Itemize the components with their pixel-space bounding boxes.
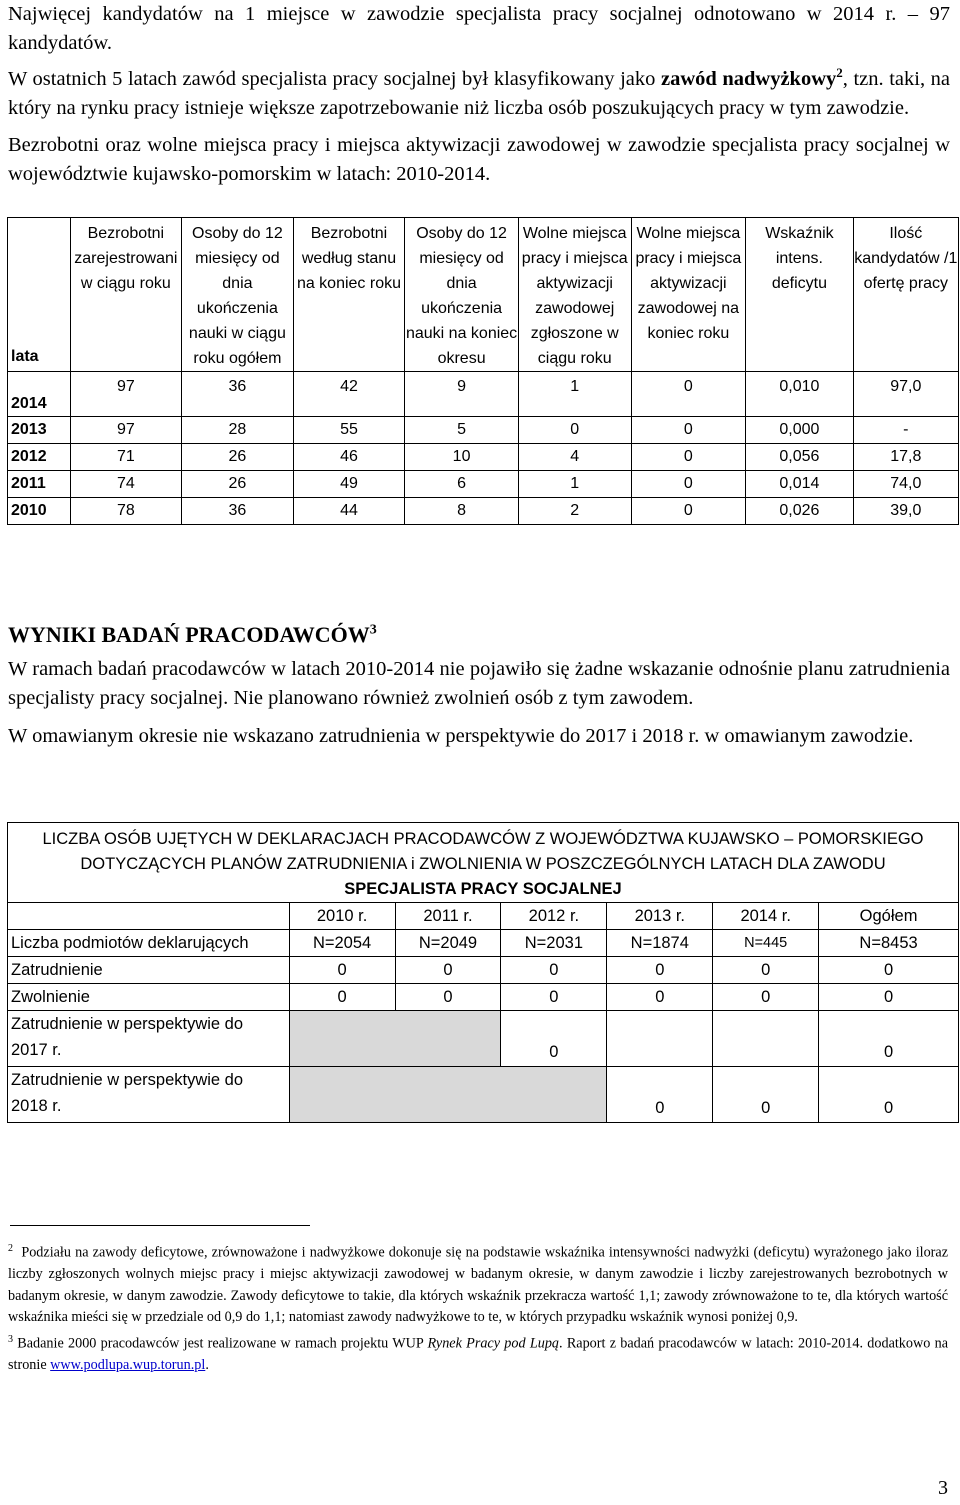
table-cell: 0 <box>518 417 631 444</box>
table-cell: 0 <box>713 1067 819 1123</box>
col-header-wolne-miejsca-koniec: Wolne miejsca pracy i miejsca aktywizacji zawodowej na koniec roku <box>631 218 746 372</box>
year-cell: 2013 <box>8 417 71 444</box>
table-cell: 0 <box>819 1067 959 1123</box>
table-cell: 97 <box>70 417 182 444</box>
footnote-ref-3: 3 <box>369 622 377 638</box>
table-row <box>8 1067 959 1123</box>
year-header: 2012 r. <box>501 903 607 930</box>
table-cell: 8 <box>405 498 519 525</box>
table-cell: 0 <box>819 957 959 984</box>
table-cell: 36 <box>182 498 294 525</box>
table-row <box>8 444 959 471</box>
table-cell: 0 <box>395 957 501 984</box>
table-cell: 97,0 <box>853 372 958 417</box>
employer-declarations-table <box>7 822 959 1123</box>
table-cell: 1 <box>518 471 631 498</box>
footnote-ref-2: 2 <box>836 65 843 80</box>
table-cell: 36 <box>182 372 294 417</box>
table-cell: 44 <box>293 498 405 525</box>
table-cell: 28 <box>182 417 294 444</box>
year-cell: 2011 <box>8 471 71 498</box>
table-cell: 71 <box>70 444 182 471</box>
table-cell: N=2031 <box>501 930 607 957</box>
table-cell: 0 <box>501 957 607 984</box>
table-cell: 0 <box>631 444 746 471</box>
employer-survey-text <box>8 655 950 751</box>
col-header-ilosc-kandydatow: Ilość kandydatów /1 ofertę pracy <box>853 218 958 372</box>
col-header-osoby-12-mies-koniec: Osoby do 12 miesięcy od dnia ukończenia nauki na koniec okresu <box>405 218 519 372</box>
table-cell: 74 <box>70 471 182 498</box>
table-cell: 5 <box>405 417 519 444</box>
section-title: WYNIKI BADAŃ PRACODAWCÓW$^3$ <box>8 622 377 647</box>
row-label: Zwolnienie <box>8 984 290 1011</box>
table-cell: 17,8 <box>853 444 958 471</box>
year-cell: 2012 <box>8 444 71 471</box>
table-cell: N=1874 <box>607 930 713 957</box>
table-cell: 42 <box>293 372 405 417</box>
col-header-osoby-12-mies-ogolem: Osoby do 12 miesięcy od dnia ukończenia nauki w ciągu roku ogółem <box>182 218 294 372</box>
intro-paragraph-2: W ostatnich 5 latach zawód specjalista pracy socjalnej był klasyfikowany jako zawód nadwyżkowy$^2$, tzn. taki, na który na rynku pracy istnieje większe zapotrzebowanie niż liczba osób poszukujących pracy w tym zawodzie. <box>8 65 950 119</box>
footnote-2: $^2$ Podziału na zawody deficytowe, zrównoważone i nadwyżkowe dokonuje się na podstawie wskaźnika intensywności nadwyżki (deficytu) wyrażonego jako iloraz liczby zgłoszonych wolnych miejsc pracy i miejsc aktywizacji zawodowej w badanym okresie, w danym zawodzie i liczby zarejestrowanych bezrobotnych w badanym okresie, w danym zawodzie. Zawody deficytowe to takie, dla których wskaźnik przekracza wartość 1,1; zawody zrównoważone to te, dla których wartość wskaźnika mieści się w przedziale od 0,9 do 1,1; natomiast zawody nadwyżkowe to te, w których przypadku wskaźnik wynosi poniżej 0,9. <box>8 1243 948 1326</box>
year-header: 2013 r. <box>607 903 713 930</box>
table-cell: 46 <box>293 444 405 471</box>
shaded-cell <box>289 1011 501 1067</box>
table-cell: 0 <box>819 984 959 1011</box>
col-header-lata: lata <box>8 218 71 372</box>
col-header-bezrobotni-zarejestrowani: Bezrobotni zarejestrowani w ciągu roku <box>70 218 182 372</box>
empty-cell <box>607 1011 713 1067</box>
table-cell: N=8453 <box>819 930 959 957</box>
table1-header-row <box>8 218 959 372</box>
table-cell: 2 <box>518 498 631 525</box>
shaded-cell <box>289 1067 607 1123</box>
table-cell: 0 <box>713 984 819 1011</box>
table2-title: LICZBA OSÓB UJĘTYCH W DEKLARACJACH PRACODAWCÓW Z WOJEWÓDZTWA KUJAWSKO – POMORSKIEGO DOTYCZĄCYCH PLANÓW ZATRUDNIENIA i ZWOLNIENIA W POSZCZEGÓLNYCH LATACH DLA ZAWODU SPECJALISTA PRACY SOCJALNEJ <box>8 823 959 903</box>
employer-paragraph-2: W omawianym okresie nie wskazano zatrudnienia w perspektywie do 2017 i 2018 r. w omawianym zawodzie. <box>8 725 914 747</box>
table1-caption: Bezrobotni oraz wolne miejsca pracy i miejsca aktywizacji zawodowej w zawodzie specjalista pracy socjalnej w województwie kujawsko-pomorskim w latach: 2010-2014. <box>8 133 950 185</box>
row-label: Liczba podmiotów deklarujących <box>8 930 290 957</box>
table-row <box>8 957 959 984</box>
table-cell: 6 <box>405 471 519 498</box>
table-cell: 39,0 <box>853 498 958 525</box>
table-cell: 1 <box>518 372 631 417</box>
table-cell: - <box>853 417 958 444</box>
table-cell: 0 <box>631 498 746 525</box>
table-cell: 0,000 <box>746 417 853 444</box>
footnotes <box>8 1238 948 1376</box>
empty-cell <box>713 1011 819 1067</box>
table-cell: 74,0 <box>853 471 958 498</box>
table-cell: 9 <box>405 372 519 417</box>
table-row <box>8 417 959 444</box>
unemployment-table <box>7 217 959 525</box>
table-cell: 0 <box>713 957 819 984</box>
table-row <box>8 984 959 1011</box>
page-number: 3 <box>938 1477 948 1499</box>
intro-text <box>8 0 950 189</box>
table2-year-row <box>8 903 959 930</box>
table-row <box>8 930 959 957</box>
table-cell: 0 <box>631 372 746 417</box>
table-cell: 4 <box>518 444 631 471</box>
col-header-bezrobotni-koniec-roku: Bezrobotni według stanu na koniec roku <box>293 218 405 372</box>
row-label: Zatrudnienie w perspektywie do 2017 r. <box>8 1011 290 1067</box>
table-row <box>8 498 959 525</box>
year-header: 2014 r. <box>713 903 819 930</box>
table-cell: 0 <box>289 984 395 1011</box>
table-cell: 26 <box>182 471 294 498</box>
table-cell: 0 <box>607 984 713 1011</box>
podlupa-link[interactable]: www.podlupa.wup.torun.pl <box>50 1356 206 1373</box>
table-cell: N=2054 <box>289 930 395 957</box>
employer-paragraph-1: W ramach badań pracodawców w latach 2010-2014 nie pojawiło się żadne wskazanie odnośnie planu zatrudnienia specjalisty pracy socjalnej. Nie planowano również zwolnień osób z tym zawodem. <box>8 658 950 709</box>
table-cell: 55 <box>293 417 405 444</box>
table-cell: 78 <box>70 498 182 525</box>
table-cell: 0 <box>607 957 713 984</box>
year-cell: 2010 <box>8 498 71 525</box>
year-header: 2011 r. <box>395 903 501 930</box>
table-cell: 0 <box>289 957 395 984</box>
highlight-zawod-nadwyzkowy: zawód nadwyżkowy <box>660 67 837 90</box>
table-cell: 0,056 <box>746 444 853 471</box>
footnote-3: $^3$ Badanie 2000 pracodawców jest realizowane w ramach projektu WUP Rynek Pracy pod Lupą. Raport z badań pracodawców w latach: 2010-2014. dodatkowo na stronie www.podlupa.wup.torun.pl. <box>8 1333 948 1373</box>
table-cell: 0 <box>501 984 607 1011</box>
footnote-divider <box>10 1225 310 1226</box>
table2-title-row <box>8 823 959 903</box>
table-cell: 26 <box>182 444 294 471</box>
table-cell: 0 <box>395 984 501 1011</box>
table-row <box>8 471 959 498</box>
table-cell: 49 <box>293 471 405 498</box>
table-cell: 0 <box>501 1011 607 1067</box>
year-header: 2010 r. <box>289 903 395 930</box>
col-header-wskaznik: Wskaźnik intens. deficytu <box>746 218 853 372</box>
table-cell: 0,010 <box>746 372 853 417</box>
table-cell: 0 <box>631 471 746 498</box>
table-cell: 0 <box>819 1011 959 1067</box>
table-cell: 0 <box>631 417 746 444</box>
table-cell: 10 <box>405 444 519 471</box>
intro-line-1: Najwięcej kandydatów na 1 miejsce w zawodzie specjalista pracy socjalnej odnotowano w 2014 r. – 97 kandydatów. <box>8 3 950 54</box>
col-header-wolne-miejsca-zgloszone: Wolne miejsca pracy i miejsca aktywizacji zawodowej zgłoszone w ciągu roku <box>518 218 631 372</box>
row-label: Zatrudnienie <box>8 957 290 984</box>
table-row <box>8 1011 959 1067</box>
table-cell: N=445 <box>713 930 819 957</box>
table-cell: 97 <box>70 372 182 417</box>
row-label: Zatrudnienie w perspektywie do 2018 r. <box>8 1067 290 1123</box>
table-cell: 0,026 <box>746 498 853 525</box>
table-cell: 0,014 <box>746 471 853 498</box>
year-cell: 2014 <box>8 372 71 417</box>
table-cell: 0 <box>607 1067 713 1123</box>
table-row <box>8 372 959 417</box>
total-header: Ogółem <box>819 903 959 930</box>
empty-cell <box>8 903 290 930</box>
table-cell: N=2049 <box>395 930 501 957</box>
